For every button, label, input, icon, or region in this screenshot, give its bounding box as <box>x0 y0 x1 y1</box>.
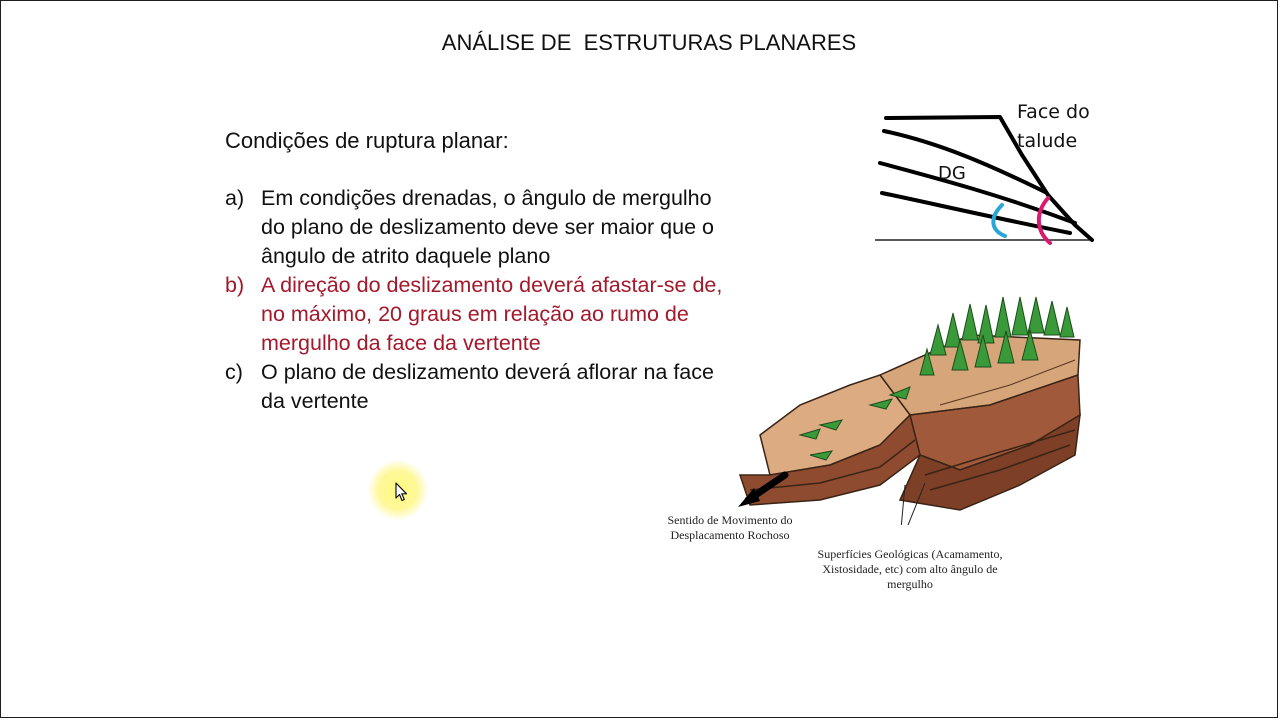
condition-item-a <box>225 184 725 271</box>
condition-marker: a) <box>225 186 245 210</box>
condition-text: A direção do deslizamento deverá afastar-se de, no máximo, 20 graus em relação ao rumo de mergulho da face da vertente <box>261 273 723 355</box>
condition-item-b <box>225 271 725 358</box>
surfaces-caption: Superfícies Geológicas (Acamamento, Xistosidade, etc) com alto ângulo de mergulho <box>817 547 1003 591</box>
conditions-heading: Condições de ruptura planar: <box>225 128 509 153</box>
rock-block-diagram <box>730 285 1090 525</box>
condition-marker: b) <box>225 273 245 297</box>
dg-label: DG <box>938 163 966 184</box>
face-label: Face do talude <box>1017 101 1090 152</box>
slide-title: ANÁLISE DE ESTRUTURAS PLANARES <box>441 30 857 55</box>
condition-text: Em condições drenadas, o ângulo de mergulho do plano de deslizamento deve ser maior que o ângulo de atrito daquele plano <box>261 186 714 268</box>
conditions-list <box>225 184 725 416</box>
condition-item-c <box>225 358 725 416</box>
dip-angle-arc <box>1039 198 1050 243</box>
mouse-pointer-icon <box>395 482 409 502</box>
condition-marker: c) <box>225 360 243 384</box>
condition-text: O plano de deslizamento deverá aflorar na face da vertente <box>261 360 714 413</box>
movement-caption: Sentido de Movimento do Desplacamento Rochoso <box>667 513 793 542</box>
